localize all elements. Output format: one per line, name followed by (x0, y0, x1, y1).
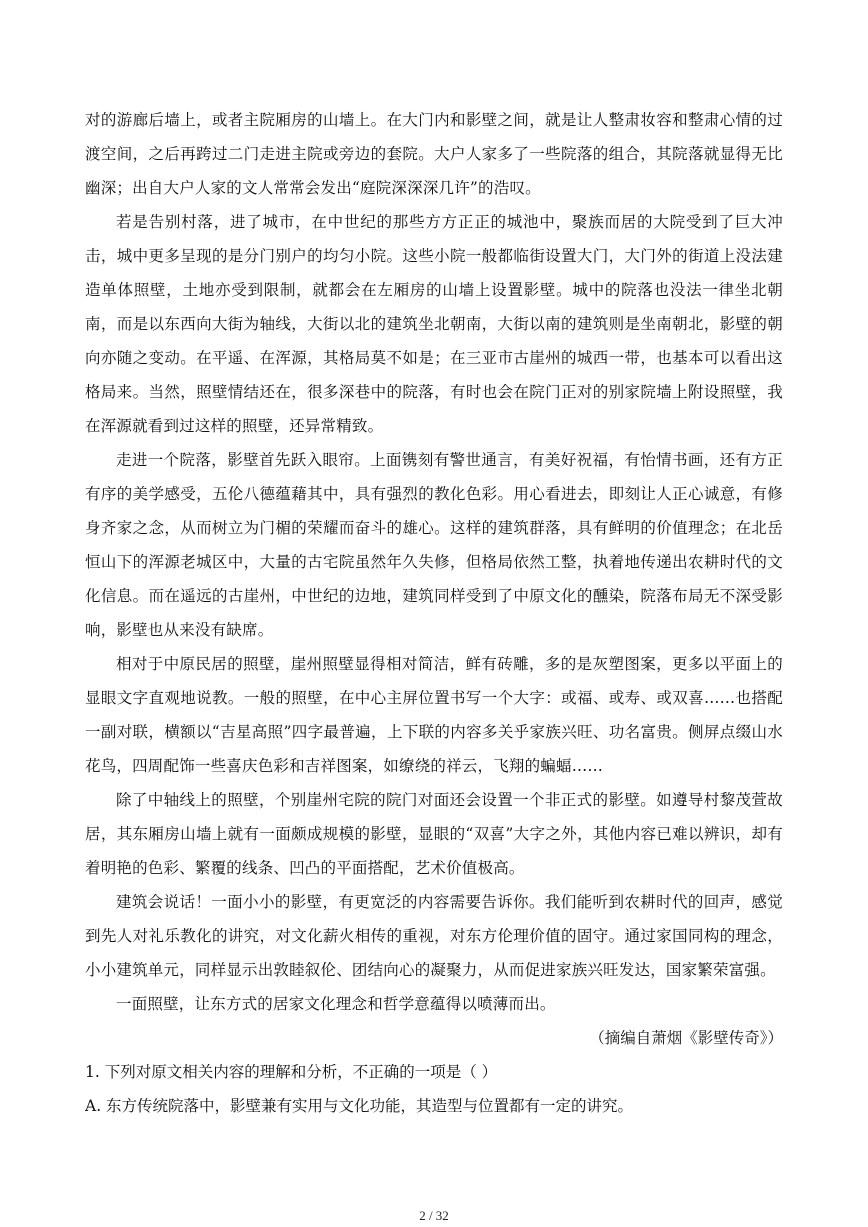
paragraph-7: 一面照壁，让东方式的居家文化理念和哲学意蕴得以喷薄而出。 (116, 995, 556, 1013)
document-body (85, 103, 783, 1123)
paragraph-4: 相对于中原民居的照壁，崖州照壁显得相对简洁，鲜有砖雕，多的是灰塑图案，更多以平面上的显眼文字直观地说教。一般的照壁，在中心主屏位置书写一个大字：或福、或寿、或双喜……也搭配一副对联，横额以“吉星高照”四字最普遍，上下联的内容多关乎家族兴旺、功名富贵。侧屏点缀山水花鸟，四周配饰一些喜庆色彩和吉祥图案，如缭绕的祥云，飞翔的蝙蝠…… (85, 655, 783, 775)
paragraph-5: 除了中轴线上的照壁，个别崖州宅院的院门对面还会设置一个非正式的影壁。如遵导村黎茂萱故居，其东厢房山墙上就有一面颇成规模的影壁，显眼的“双喜”大字之外，其他内容已难以辨识，却有着明艳的色彩、繁覆的线条、凹凸的平面搭配，艺术价值极高。 (85, 791, 783, 877)
paragraph-3: 走进一个院落，影壁首先跃入眼帘。上面镌刻有警世通言，有美好祝福，有怡情书画，还有方正有序的美学感受，五伦八德蕴藉其中，具有强烈的教化色彩。用心看进去，即刻让人正心诚意，有修身齐家之念，从而树立为门楣的荣耀而奋斗的雄心。这样的建筑群落，具有鲜明的价值理念；在北岳恒山下的浑源老城区中，大量的古宅院虽然年久失修，但格局依然工整，执着地传递出农耕时代的文化信息。而在遥远的古崖州，中世纪的边地，建筑同样受到了中原文化的醺染，院落布局无不深受影响，影壁也从来没有缺席。 (85, 451, 783, 639)
paragraph-1: 对的游廊后墙上，或者主院厢房的山墙上。在大门内和影壁之间，就是让人整肃妆容和整肃心情的过渡空间，之后再跨过二门走进主院或旁边的套院。大户人家多了一些院落的组合，其院落就显得无比幽深；出自大户人家的文人常常会发出“庭院深深深几许”的浩叹。 (85, 111, 783, 197)
question-stem: 1. 下列对原文相关内容的理解和分析，不正确的一项是（ ） (85, 1063, 498, 1081)
source-citation: （摘编自萧烟《影壁传奇》） (589, 1029, 783, 1047)
paragraph-2: 若是告别村落，进了城市，在中世纪的那些方方正正的城池中，聚族而居的大院受到了巨大冲击，城中更多呈现的是分门别户的均匀小院。这些小院一般都临街设置大门，大门外的街道上没法建造单体照壁，土地亦受到限制，就都会在左厢房的山墙上设置影壁。城中的院落也没法一律坐北朝南，而是以东西向大街为轴线，大街以北的建筑坐北朝南，大街以南的建筑则是坐南朝北，影壁的朝向亦随之变动。在平遥、在浑源，其格局莫不如是；在三亚市古崖州的城西一带，也基本可以看出这格局来。当然，照壁情结还在，很多深巷中的院落，有时也会在院门正对的别家院墙上附设照壁，我在浑源就看到过这样的照壁，还异常精致。 (85, 213, 783, 435)
page-number: 2 / 32 (419, 1208, 449, 1223)
paragraph-6: 建筑会说话！一面小小的影壁，有更宽泛的内容需要告诉你。我们能听到农耕时代的回声，感觉到先人对礼乐教化的讲究，对文化薪火相传的重视，对东方伦理价值的固守。通过家国同构的理念，小小建筑单元，同样显示出敦睦叙伦、团结向心的凝聚力，从而促进家族兴旺发达，国家繁荣富强。 (85, 893, 783, 979)
question-option-a: A. 东方传统院落中，影壁兼有实用与文化功能，其造型与位置都有一定的讲究。 (85, 1097, 634, 1115)
